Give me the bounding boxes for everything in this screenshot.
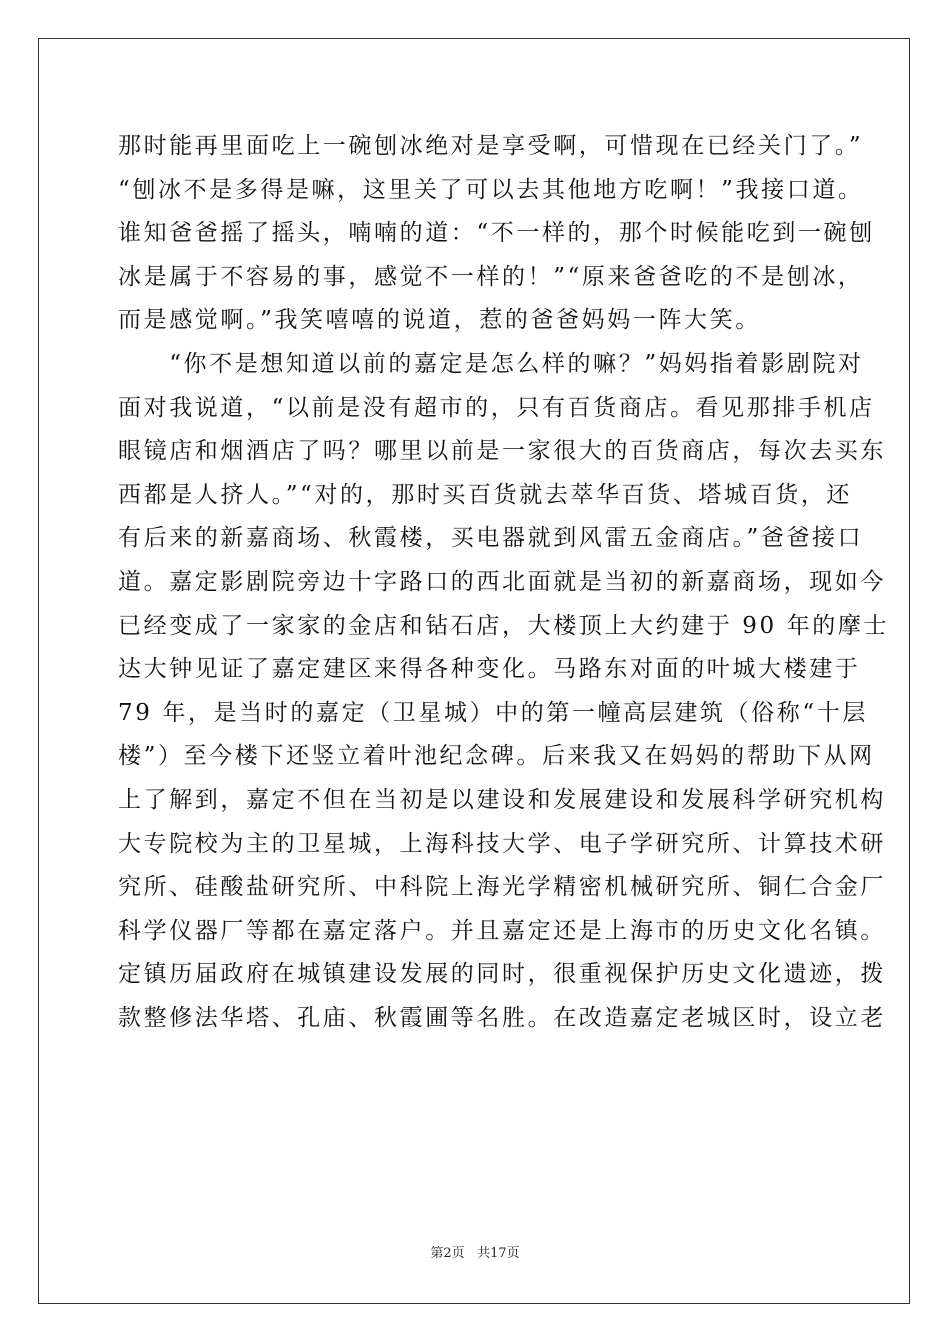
page-footer — [0, 1246, 950, 1262]
text-line: 而是感觉啊。”我笑嘻嘻的说道，惹的爸爸妈妈一阵大笑。 — [118, 307, 761, 334]
text-line: 定镇历届政府在城镇建设发展的同时，很重视保护历史文化遗迹，拨 — [118, 961, 886, 988]
text-line: 上了解到，嘉定不但在当初是以建设和发展建设和发展科学研究机构 — [118, 786, 886, 813]
total-label: 共 — [477, 1246, 491, 1261]
footer-spacer — [465, 1246, 477, 1261]
text-line: 已经变成了一家家的金店和钻石店，大楼顶上大约建于 90 年的摩士 — [118, 612, 890, 639]
total-suffix: 页 — [506, 1246, 520, 1261]
page-label: 第 — [430, 1246, 444, 1261]
text-line: 面对我说道，“以前是没有超市的，只有百货商店。看见那排手机店 — [118, 394, 875, 421]
total-pages: 17 — [490, 1246, 507, 1261]
text-line: 眼镜店和烟酒店了吗？哪里以前是一家很大的百货商店，每次去买东 — [118, 438, 886, 465]
text-line: 款整修法华塔、孔庙、秋霞圃等名胜。在改造嘉定老城区时，设立老 — [118, 1004, 886, 1031]
text-line: 谁知爸爸摇了摇头，喃喃的道：“不一样的，那个时候能吃到一碗刨 — [118, 220, 875, 247]
text-line: 科学仪器厂等都在嘉定落户。并且嘉定还是上海市的历史文化名镇。 — [118, 917, 886, 944]
page-number: 2 — [443, 1246, 452, 1261]
text-line: 79 年，是当时的嘉定（卫星城）中的第一幢高层建筑（俗称“十层 — [118, 699, 868, 726]
document-body — [118, 125, 890, 1040]
text-line: 达大钟见证了嘉定建区来得各种变化。马路东对面的叶城大楼建于 — [118, 656, 861, 683]
page-suffix: 页 — [451, 1246, 465, 1261]
text-line: 西都是人挤人。”“对的，那时买百货就去萃华百货、塔城百货，还 — [118, 481, 853, 508]
text-line: 道。嘉定影剧院旁边十字路口的西北面就是当初的新嘉商场，现如今 — [118, 568, 886, 595]
text-line: 大专院校为主的卫星城，上海科技大学、电子学研究所、计算技术研 — [118, 830, 886, 857]
text-line: 那时能再里面吃上一碗刨冰绝对是享受啊，可惜现在已经关门了。” — [118, 133, 864, 159]
text-line: 有后来的新嘉商场、秋霞楼，买电器就到风雷五金商店。”爸爸接口 — [118, 525, 864, 552]
text-line: 冰是属于不容易的事，感觉不一样的！”“原来爸爸吃的不是刨冰， — [118, 263, 864, 290]
text-line: “你不是想知道以前的嘉定是怎么样的嘛？”妈妈指着影剧院对 — [118, 350, 864, 377]
text-line: 究所、硅酸盐研究所、中科院上海光学精密机械研究所、铜仁合金厂 — [118, 874, 886, 901]
text-line: “刨冰不是多得是嘛，这里关了可以去其他地方吃啊！”我接口道。 — [118, 176, 864, 203]
text-line: 楼”）至今楼下还竖立着叶池纪念碑。后来我又在妈妈的帮助下从网 — [118, 743, 875, 770]
